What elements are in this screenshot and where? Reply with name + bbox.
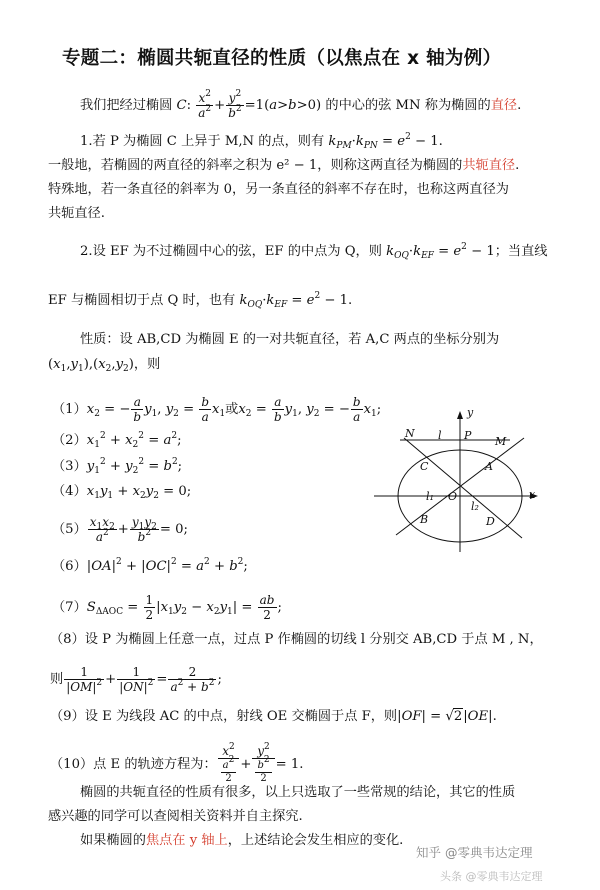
label-x: x <box>529 488 536 501</box>
label-O: O <box>448 490 458 503</box>
intro-term-diameter: 直径 <box>490 98 518 113</box>
watermark-secondary: 头条 @零典韦达定理 <box>440 870 543 883</box>
definition-line-2: 特殊地，若一条直径的斜率为 0，另一条直径的斜率不存在时，也称这两直径为 <box>48 182 509 197</box>
label-l2: l₂ <box>471 500 479 513</box>
properties-line-2: $(x_1,y_1),(x_2,y_2)$，则 <box>48 357 161 374</box>
definition-line-1: 一般地，若椭圆的两直径的斜率之积为 e² − 1，则称这两直径为椭圆的共轭直径. <box>48 158 520 173</box>
label-y: y <box>467 406 474 419</box>
label-l: l <box>438 429 442 442</box>
para-1-text: 1.若 P 为椭圆 C 上异于 M,N 的点，则有 <box>80 134 325 149</box>
ellipse-frac-y: $\frac{y^2}{b^2}$ <box>228 89 242 120</box>
label-D: D <box>486 515 495 528</box>
para-2-line-2: EF 与椭圆相切于点 Q 时，也有 $k_{OQ}\cdot k_{EF} = e^2 - 1$. <box>48 291 353 310</box>
property-1: $(1)x_2$ = − $\frac{a}{b}$ $y_1$, $y_2$ = $\frac{b}{a}$ $x_1$或$x_2$ = $\frac{a}{b}$ $y_1$, $y_2$ = − $\frac{b}{a}$ $x_1$; <box>52 395 382 424</box>
intro-line: 我们把经过椭圆 C: $\frac{x^2}{a^2}$ + $\frac{y^2}{b^2}$ =1(a>b>0) 的中心的弦 MN 称为椭圆的直径. <box>80 89 522 120</box>
closing-line-1: 椭圆的共轭直径的性质有很多，以上只选取了一些常规的结论，其它的性质 <box>80 785 516 800</box>
label-P: P <box>464 429 472 442</box>
label-A: A <box>485 460 493 473</box>
focus-on-y-axis: 焦点在 y 轴上 <box>145 833 228 848</box>
closing-line-2: 感兴趣的同学可以查阅相关资料并自主探究. <box>48 809 303 824</box>
property-4: $(4)x_1y_1 + x_2y_2 = 0$; <box>52 484 192 501</box>
ellipse-frac-x: $\frac{x^2}{a^2}$ <box>198 89 212 120</box>
label-l1: l₁ <box>426 490 434 503</box>
label-N: N <box>405 427 415 440</box>
watermark: 知乎 @零典韦达定理 <box>416 845 533 860</box>
ellipse-diagram <box>374 402 546 554</box>
page-title: 专题二：椭圆共轭直径的性质（以焦点在 x 轴为例） <box>62 48 502 69</box>
property-8-line-1: （8）设 P 为椭圆上任意一点，过点 P 作椭圆的切线 l 分别交 AB,CD 于点 M , N， <box>50 632 543 647</box>
para-2-line-1: 2.设 EF 为不过椭圆中心的弦，EF 的中点为 Q，则 $k_{OQ}\cdot k_{EF} = e^2 - 1$；当直线 <box>80 242 548 261</box>
closing-line-3: 如果椭圆的焦点在 y 轴上，上述结论会发生相应的变化. <box>80 833 404 848</box>
property-5: （5） $\frac{x_1x_2}{a^2}$ + $\frac{y_1y_2}{b^2}$ = 0; <box>52 515 188 544</box>
property-3: $(3)y_1^2 + y_2^2 = b^2$; <box>52 457 183 476</box>
property-7: $(7)S_{\Delta AOC}$ = $\frac{1}{2}$ $|x_1y_2 - x_2y_1|$ = $\frac{ab}{2}$ ; <box>52 593 282 622</box>
label-M: M <box>495 435 507 448</box>
property-9: （9）设 E 为线段 AC 的中点，射线 OE 交椭圆于点 F，则|OF| = √2|OE|. <box>50 709 497 724</box>
label-C: C <box>420 460 429 473</box>
property-10: （10）点 E 的轨迹方程为： $\frac{x^2}{\frac{a^2}{2}}$ + $\frac{y^2}{\frac{b^2}{2}}$ = 1. <box>50 742 304 784</box>
property-2: $(2)x_1^2 + x_2^2 = a^2$; <box>52 431 182 450</box>
term-conjugate-diameter: 共轭直径 <box>462 158 516 173</box>
intro-mid: 的中心的弦 MN 称为椭圆的 <box>325 98 491 113</box>
properties-line-1: 性质：设 AB,CD 为椭圆 E 的一对共轭直径，若 A,C 两点的坐标分别为 <box>80 332 500 347</box>
label-B: B <box>420 513 429 526</box>
intro-prefix: 我们把经过椭圆 <box>80 98 173 113</box>
property-8-line-2: 则 $\frac{1}{|OM|^2}$ + $\frac{1}{|ON|^2}$ = $\frac{2}{a^2 + b^2}$ ; <box>50 665 222 694</box>
y-axis-arrow-icon <box>457 411 463 419</box>
property-6: $(6)|OA|^2 + |OC|^2 = a^2 + b^2$; <box>52 557 248 574</box>
para-1: 1.若 P 为椭圆 C 上异于 M,N 的点，则有 $k_{PM}\cdot k_{PN} = e^2 - 1$. <box>80 132 443 151</box>
definition-line-3: 共轭直径. <box>48 206 105 221</box>
